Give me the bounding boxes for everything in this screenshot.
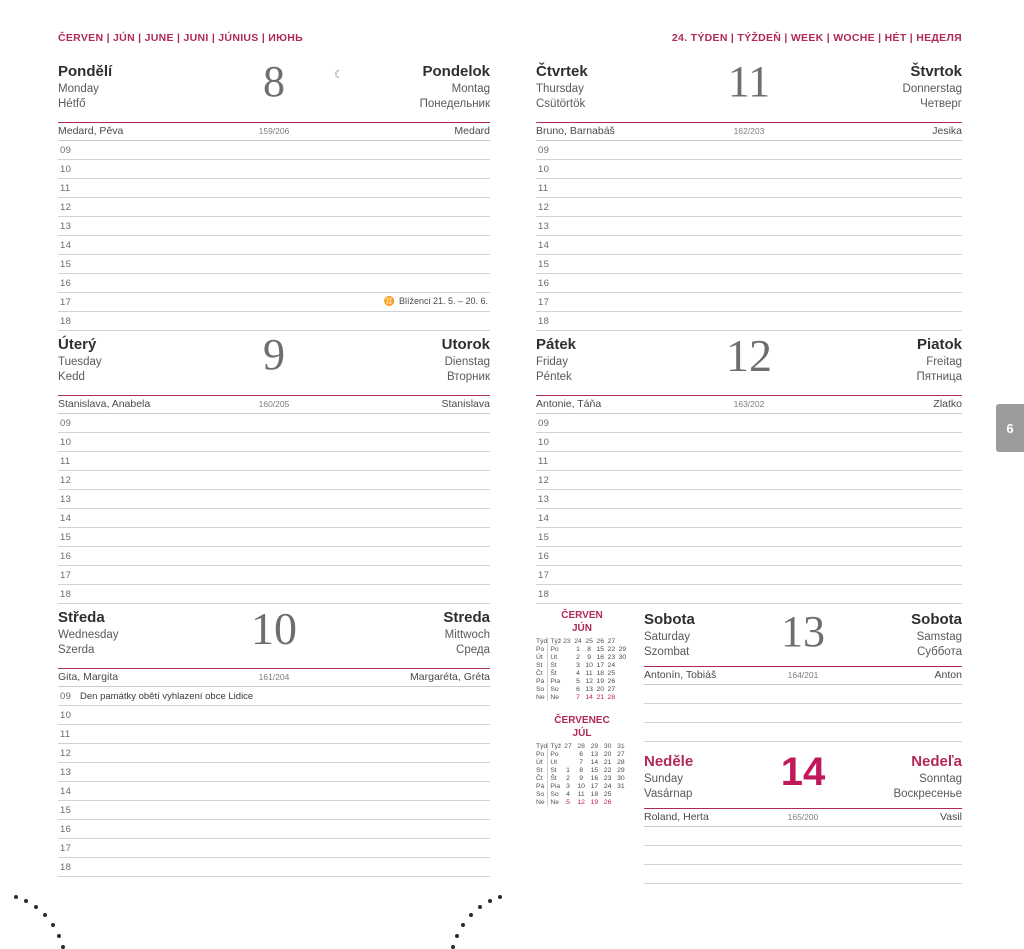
day-name-cs: Neděle xyxy=(644,753,694,770)
day-block-wednesday xyxy=(58,603,490,877)
hour-label: 15 xyxy=(60,805,72,816)
nameday-left: Roland, Herta xyxy=(644,811,709,823)
day-name-de: Samstag xyxy=(916,630,962,643)
hour-label: 16 xyxy=(538,278,550,289)
hour-label: 11 xyxy=(60,183,71,194)
nameday-right: Anton xyxy=(934,669,962,681)
day-name-de: Montag xyxy=(451,82,490,95)
mini-row: So So 6 13 20 27 xyxy=(536,685,616,693)
mini-calendar-july xyxy=(536,715,628,806)
hour-row[interactable] xyxy=(58,179,490,198)
day-number: 9 xyxy=(263,330,285,379)
nameday-row xyxy=(58,669,490,687)
hour-label: 13 xyxy=(60,767,72,778)
hour-row[interactable] xyxy=(58,293,490,312)
mini-month-sk: JÚL xyxy=(572,727,592,739)
hour-label: 10 xyxy=(60,164,72,175)
hour-label: 09 xyxy=(538,418,550,429)
day-number: 13 xyxy=(781,607,825,656)
hour-label: 17 xyxy=(60,843,72,854)
day-name-ru: Вторник xyxy=(446,370,490,383)
day-number: 10 xyxy=(251,603,297,654)
nameday-left: Medard, Pěva xyxy=(58,125,124,137)
hour-row[interactable] xyxy=(536,274,962,293)
hour-row[interactable] xyxy=(536,141,962,160)
note-row[interactable] xyxy=(644,846,962,865)
week-header-right: 24. TÝDEN | TÝŽDEŇ | WEEK | WOCHE | HÉT | НЕДЕЛЯ xyxy=(671,32,962,44)
weekend-section xyxy=(536,607,962,870)
day-name-sk: Sobota xyxy=(911,611,962,628)
hour-label: 10 xyxy=(538,164,550,175)
week-label-cs: Týd xyxy=(536,742,548,750)
day-block-friday xyxy=(536,330,962,604)
day-name-cs: Čtvrtek xyxy=(536,63,588,80)
day-name-hu: Szombat xyxy=(644,645,690,658)
day-name-sk: Streda xyxy=(443,609,490,626)
hour-lines xyxy=(58,414,490,604)
hour-row[interactable] xyxy=(536,528,962,547)
nameday-right: Zlatko xyxy=(933,398,962,410)
hour-row[interactable] xyxy=(536,547,962,566)
day-count: 159/206 xyxy=(258,126,290,136)
day-names-right xyxy=(443,608,490,658)
day-name-hu: Péntek xyxy=(536,370,572,383)
hour-row[interactable] xyxy=(58,528,490,547)
hour-label: 12 xyxy=(60,475,72,486)
day-name-de: Dienstag xyxy=(444,355,490,368)
note-lines xyxy=(644,685,962,742)
day-name-en: Saturday xyxy=(644,630,691,643)
hour-row[interactable] xyxy=(536,585,962,604)
week-number: 26 xyxy=(596,637,604,645)
day-names-right xyxy=(893,752,962,802)
day-name-ru: Понедельник xyxy=(419,97,490,110)
mini-month-cs: ČERVENEC xyxy=(554,715,610,726)
hour-label: 09 xyxy=(60,145,72,156)
day-block-thursday xyxy=(536,57,962,331)
mini-calendar-table xyxy=(536,742,628,806)
day-header xyxy=(644,752,962,806)
hour-label: 14 xyxy=(60,786,72,797)
hour-label: 12 xyxy=(538,202,550,213)
day-name-cs: Středa xyxy=(58,609,105,626)
day-name-hu: Csütörtök xyxy=(536,97,586,110)
hour-row[interactable] xyxy=(536,509,962,528)
week-number: 30 xyxy=(603,742,612,750)
week-label-sk: Týž xyxy=(548,637,562,645)
day-count: 162/203 xyxy=(733,126,765,136)
hour-row[interactable] xyxy=(536,490,962,509)
day-name-de: Freitag xyxy=(926,355,962,368)
nameday-left: Antonie, Táňa xyxy=(536,398,602,410)
note-row[interactable] xyxy=(644,827,962,846)
hour-label: 15 xyxy=(538,259,550,270)
day-name-de: Donnerstag xyxy=(902,82,962,95)
hour-label: 10 xyxy=(60,437,72,448)
mini-month-sk: JÚN xyxy=(571,622,592,634)
hour-row[interactable] xyxy=(58,198,490,217)
hour-row[interactable] xyxy=(58,414,490,433)
hour-label: 16 xyxy=(60,824,72,835)
hour-lines xyxy=(58,687,490,877)
hour-row[interactable] xyxy=(536,236,962,255)
hour-row[interactable] xyxy=(536,471,962,490)
hour-row[interactable] xyxy=(58,820,490,839)
day-name-en: Wednesday xyxy=(58,628,119,641)
hour-label: 16 xyxy=(60,551,72,562)
nameday-right: Stanislava xyxy=(441,398,490,410)
day-name-de: Sonntag xyxy=(919,772,962,785)
hour-row[interactable] xyxy=(58,801,490,820)
weekend-days xyxy=(644,607,962,884)
hour-row[interactable] xyxy=(536,433,962,452)
mini-row: Út Ut 2 9 16 23 30 xyxy=(536,653,627,661)
gemini-icon: ♊ xyxy=(383,296,394,306)
day-name-en: Friday xyxy=(536,355,568,368)
hour-row-with-event[interactable] xyxy=(58,687,490,706)
hour-label: 09 xyxy=(60,691,72,702)
day-header xyxy=(58,57,490,120)
hour-label: 15 xyxy=(60,532,72,543)
day-names-right xyxy=(903,62,962,112)
hour-label: 12 xyxy=(60,748,72,759)
hour-row[interactable] xyxy=(536,293,962,312)
day-name-hu: Vasárnap xyxy=(644,787,693,800)
week-number-current: 24 xyxy=(574,637,582,645)
hour-lines xyxy=(536,141,962,331)
note-row[interactable] xyxy=(644,685,962,704)
hour-row[interactable] xyxy=(536,217,962,236)
mini-row: Pá Pia 3 10 17 24 31 xyxy=(536,782,625,790)
hour-row[interactable] xyxy=(58,490,490,509)
nameday-right: Margaréta, Gréta xyxy=(410,671,490,683)
day-header xyxy=(536,57,962,120)
day-header xyxy=(536,330,962,393)
hour-label: 17 xyxy=(538,570,550,581)
mini-row: Pá Pia 5 12 19 26 xyxy=(536,677,616,685)
moon-phase-icon: ☾ xyxy=(334,69,344,81)
mini-row: St St 3 10 17 24 xyxy=(536,661,616,669)
zodiac-note xyxy=(384,296,488,307)
hour-row[interactable] xyxy=(536,414,962,433)
hour-label: 13 xyxy=(538,494,550,505)
hour-label: 13 xyxy=(60,494,72,505)
hour-row[interactable] xyxy=(58,763,490,782)
hour-label: 15 xyxy=(538,532,550,543)
hour-row[interactable] xyxy=(58,858,490,877)
hour-label: 18 xyxy=(538,316,550,327)
hour-label: 11 xyxy=(60,456,71,467)
day-name-cs: Pondělí xyxy=(58,63,113,80)
day-header xyxy=(58,603,490,666)
zodiac-text: Blíženci 21. 5. – 20. 6. xyxy=(398,296,488,306)
hour-label: 12 xyxy=(60,202,72,213)
day-header xyxy=(644,607,962,664)
day-name-en: Tuesday xyxy=(58,355,102,368)
day-name-hu: Hétfő xyxy=(58,97,86,110)
hour-row[interactable] xyxy=(536,160,962,179)
week-number: 29 xyxy=(590,742,599,750)
nameday-row xyxy=(536,123,962,141)
hour-row[interactable] xyxy=(58,706,490,725)
mini-row: Ne Ne 7 14 21 28 xyxy=(536,693,616,701)
hour-row[interactable] xyxy=(58,141,490,160)
day-number: 8 xyxy=(263,57,285,106)
day-names-right xyxy=(911,610,962,660)
hour-label: 15 xyxy=(60,259,72,270)
hour-row[interactable] xyxy=(58,547,490,566)
hour-label: 18 xyxy=(60,316,72,327)
hour-label: 14 xyxy=(538,240,550,251)
hour-label: 17 xyxy=(60,570,72,581)
mini-row: Po Po 1 8 15 22 29 xyxy=(536,645,627,653)
hour-row[interactable] xyxy=(58,452,490,471)
nameday-row xyxy=(58,123,490,141)
day-count: 160/205 xyxy=(258,399,290,409)
hour-label: 10 xyxy=(60,710,72,721)
mini-row: So So 4 11 18 25 xyxy=(536,790,612,798)
day-name-sk: Štvrtok xyxy=(910,63,962,80)
day-name-de: Mittwoch xyxy=(444,628,490,641)
hour-row[interactable] xyxy=(58,782,490,801)
hour-label: 10 xyxy=(538,437,550,448)
hour-label: 16 xyxy=(60,278,72,289)
note-row[interactable] xyxy=(644,865,962,884)
hour-row[interactable] xyxy=(536,255,962,274)
mini-row: St St 1 8 15 22 29 xyxy=(536,766,625,774)
nameday-right: Medard xyxy=(454,125,490,137)
day-name-en: Monday xyxy=(58,82,99,95)
week-label-sk: Týž xyxy=(548,742,562,750)
hour-label: 18 xyxy=(538,589,550,600)
nameday-row xyxy=(644,667,962,685)
hour-row[interactable] xyxy=(536,566,962,585)
note-lines xyxy=(644,827,962,884)
nameday-right: Jesika xyxy=(932,125,962,137)
day-name-cs: Sobota xyxy=(644,611,695,628)
day-names-right xyxy=(916,335,962,385)
nameday-row xyxy=(536,396,962,414)
hour-row[interactable] xyxy=(536,198,962,217)
mini-calendar-table xyxy=(536,637,628,701)
month-tab[interactable]: 6 xyxy=(996,404,1024,452)
day-name-cs: Pátek xyxy=(536,336,577,353)
note-row[interactable] xyxy=(644,723,962,742)
day-block-monday xyxy=(58,57,490,331)
hour-label: 11 xyxy=(60,729,71,740)
hour-row[interactable] xyxy=(58,839,490,858)
hour-row[interactable] xyxy=(58,274,490,293)
hour-label: 14 xyxy=(60,240,72,251)
hour-row[interactable] xyxy=(58,217,490,236)
hour-label: 17 xyxy=(538,297,550,308)
day-count: 165/200 xyxy=(787,812,819,822)
mini-calendars xyxy=(536,610,628,814)
hour-row[interactable] xyxy=(58,566,490,585)
day-name-cs: Úterý xyxy=(58,336,97,353)
day-name-sk: Pondelok xyxy=(422,63,490,80)
hour-lines xyxy=(536,414,962,604)
hour-label: 11 xyxy=(538,183,549,194)
day-name-ru: Четверг xyxy=(920,97,962,110)
nameday-right: Vasil xyxy=(940,811,962,823)
event-text: Den památky obětí vyhlazení obce Lidice xyxy=(80,691,254,702)
hour-row[interactable] xyxy=(58,160,490,179)
week-label-cs: Týd xyxy=(536,637,548,645)
week-number: 23 xyxy=(563,637,571,645)
hour-row[interactable] xyxy=(58,255,490,274)
hour-row[interactable] xyxy=(58,509,490,528)
week-number: 27 xyxy=(607,637,616,645)
hour-label: 09 xyxy=(538,145,550,156)
mini-row: Čt Št 2 9 16 23 30 xyxy=(536,774,625,782)
day-block-tuesday xyxy=(58,330,490,604)
day-name-hu: Kedd xyxy=(58,370,85,383)
hour-label: 13 xyxy=(538,221,550,232)
day-count: 161/204 xyxy=(258,672,290,682)
nameday-row xyxy=(644,809,962,827)
right-page xyxy=(516,0,1024,905)
mini-month-cs: ČERVEN xyxy=(561,610,603,621)
day-name-ru: Воскресенье xyxy=(893,787,962,800)
nameday-left: Stanislava, Anabela xyxy=(58,398,151,410)
day-count: 164/201 xyxy=(787,670,819,680)
week-number: 25 xyxy=(585,637,593,645)
hour-label: 18 xyxy=(60,589,72,600)
day-name-sk: Utorok xyxy=(441,336,490,353)
week-number: 31 xyxy=(617,742,625,750)
week-number: 27 xyxy=(564,742,572,750)
day-number: 12 xyxy=(726,330,772,381)
hour-row[interactable] xyxy=(58,433,490,452)
day-number: 11 xyxy=(727,57,771,106)
hour-label: 12 xyxy=(538,475,550,486)
note-row[interactable] xyxy=(644,704,962,723)
hour-row[interactable] xyxy=(58,471,490,490)
hour-label: 09 xyxy=(60,418,72,429)
day-name-ru: Среда xyxy=(456,643,490,656)
hour-row[interactable] xyxy=(536,452,962,471)
hour-label: 13 xyxy=(60,221,72,232)
day-name-en: Sunday xyxy=(644,772,684,785)
day-name-en: Thursday xyxy=(536,82,584,95)
hour-label: 18 xyxy=(60,862,72,873)
day-names-right xyxy=(442,335,490,385)
hour-row[interactable] xyxy=(536,179,962,198)
hour-label: 14 xyxy=(60,513,72,524)
day-names-right xyxy=(420,62,490,112)
hour-label: 16 xyxy=(538,551,550,562)
hour-row[interactable] xyxy=(58,725,490,744)
day-name-ru: Пятница xyxy=(916,370,962,383)
mini-row: Po Po 6 13 20 27 xyxy=(536,750,625,758)
nameday-row xyxy=(58,396,490,414)
mini-calendar-june xyxy=(536,610,628,701)
day-name-sk: Nedeľa xyxy=(911,753,962,770)
nameday-left: Antonín, Tobiáš xyxy=(644,669,717,681)
mini-row: Čt Št 4 11 18 25 xyxy=(536,669,616,677)
day-name-sk: Piatok xyxy=(916,336,962,353)
day-block-sunday xyxy=(644,752,962,884)
day-name-ru: Суббота xyxy=(916,645,962,658)
hour-label: 17 xyxy=(60,297,72,308)
hour-lines xyxy=(58,141,490,331)
nameday-left: Gita, Margita xyxy=(58,671,119,683)
hour-row[interactable] xyxy=(58,236,490,255)
left-page xyxy=(0,0,517,905)
day-number: 14 xyxy=(780,750,826,794)
mini-row: Ne Ne 5 12 19 26 xyxy=(536,798,612,806)
day-count: 163/202 xyxy=(733,399,765,409)
hour-row[interactable] xyxy=(58,744,490,763)
week-number: 28 xyxy=(577,742,585,750)
day-header xyxy=(58,330,490,393)
day-block-saturday xyxy=(644,607,962,742)
hour-label: 14 xyxy=(538,513,550,524)
mini-row: Út Ut 7 14 21 28 xyxy=(536,758,625,766)
month-header-left: ČERVEN | JÚN | JUNE | JUNI | JÚNIUS | ИЮНЬ xyxy=(58,32,303,44)
day-name-hu: Szerda xyxy=(58,643,95,656)
nameday-left: Bruno, Barnabáš xyxy=(536,125,615,137)
hour-label: 11 xyxy=(538,456,549,467)
